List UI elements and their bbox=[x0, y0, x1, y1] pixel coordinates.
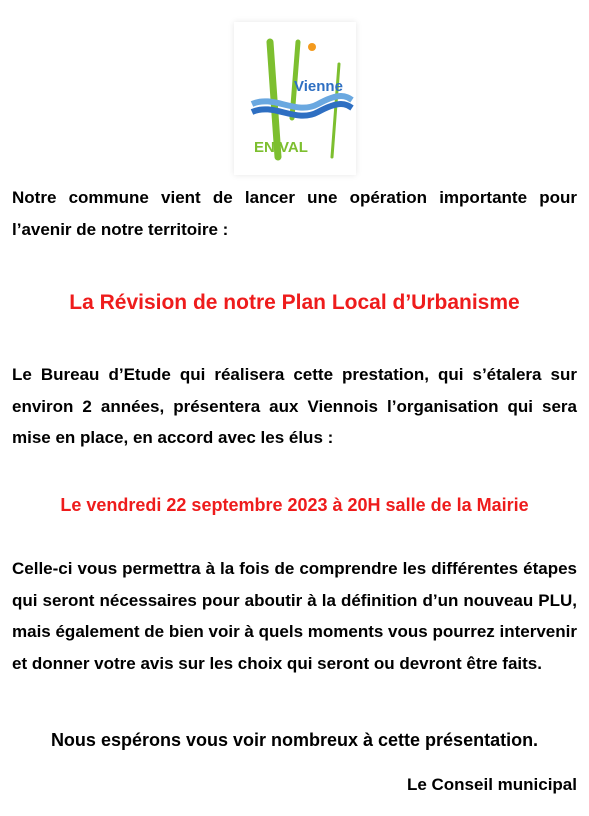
logo-graphic bbox=[234, 22, 356, 175]
logo-text-en-val: EN VAL bbox=[254, 139, 308, 156]
closing-line: Nous espérons vous voir nombreux à cette présentation. bbox=[50, 730, 539, 750]
headline-title: La Révision de notre Plan Local d’Urbanisme bbox=[69, 291, 520, 314]
logo-text-vienne: Vienne bbox=[294, 78, 343, 95]
orange-dot-icon bbox=[308, 43, 316, 51]
event-date: Le vendredi 22 septembre 2023 à 20H salle de la Mairie bbox=[60, 495, 529, 515]
details-paragraph: Celle-ci vous permettra à la fois de comprendre les différentes étapes qui seront nécessaires pour aboutir à la définition d’un nouveau PLU, mais également de bien voir à quels moments vous pourrez intervenir et donner votre avis sur les choix qui seront ou devront être faits. bbox=[12, 559, 577, 673]
signature: Le Conseil municipal bbox=[406, 775, 577, 794]
bureau-paragraph: Le Bureau d’Etude qui réalisera cette prestation, qui s’étalera sur environ 2 années, présentera aux Viennois l’organisation qui sera mise en place, en accord avec les élus : bbox=[12, 365, 577, 447]
intro-paragraph: Notre commune vient de lancer une opération importante pour l’avenir de notre territoire : bbox=[12, 188, 577, 239]
vienne-en-val-logo bbox=[234, 22, 356, 175]
